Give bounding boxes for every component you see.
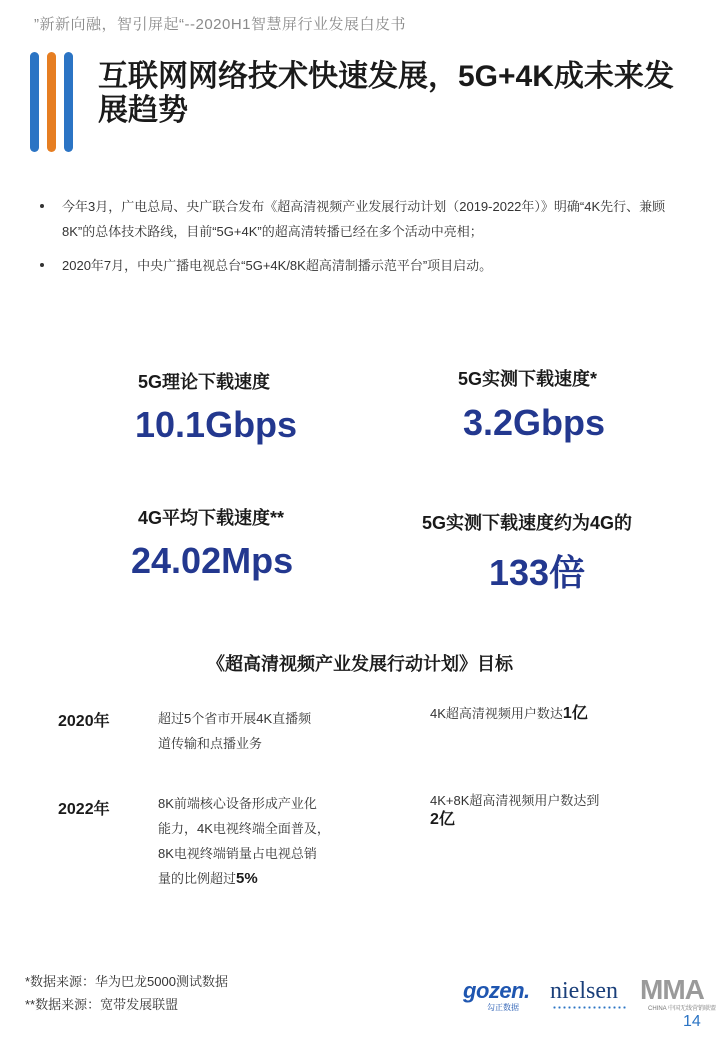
plan-user-bold: 1亿 (562, 705, 588, 722)
bullet-item (40, 194, 676, 244)
plan-user-text: 4K+8K超高清视频用户数达到 (430, 793, 600, 808)
nielsen-logo-dots (552, 1006, 628, 1009)
bullet-item (40, 253, 676, 278)
stat-value-5g-theory: 10.1Gbps (135, 404, 298, 445)
bullet-text: 2020年7月，中央广播电视总台“5G+4K/8K超高清制播示范平台”项目启动。 (62, 258, 493, 273)
stat-label-4g-average: 4G平均下载速度** (138, 508, 285, 528)
plan-user-target-2020 (430, 704, 620, 723)
plan-user-target-2022 (430, 791, 602, 829)
gozen-logo-subtext: 勾正数据 (487, 1003, 519, 1012)
accent-bar-orange (47, 52, 56, 152)
accent-bar-blue-right (64, 52, 73, 152)
title-accent-bars (30, 52, 76, 152)
plan-user-bold: 2亿 (430, 811, 455, 828)
gozen-logo: gozen. (463, 978, 530, 1003)
plan-desc-tail-bold: 5% (236, 870, 258, 887)
mma-logo: MMA (640, 974, 704, 1005)
plan-desc-line: 道传输和点播业务 (158, 736, 263, 751)
page-number: 14 (683, 1013, 701, 1030)
page-title: 互联网网络技术快速发展，5G+4K成未来发展趋势 (98, 60, 674, 127)
plan-desc-tail-text: 量的比例超过 (158, 871, 237, 886)
plan-desc-line: 8K电视终端销量占电视总销 (158, 846, 317, 861)
plan-user-text: 4K超高清视频用户数达 (430, 706, 563, 721)
plan-year-2022: 2022年 (58, 801, 110, 818)
header-tagline: ”新新向融，智引屏起“--2020H1智慧屏行业发展白皮书 (34, 16, 407, 33)
plan-desc-line: 8K前端核心设备形成产业化 (158, 796, 317, 811)
bullet-list (40, 194, 676, 287)
stat-label-5g-measured: 5G实测下载速度* (458, 369, 598, 389)
plan-desc-2020 (158, 706, 358, 756)
stat-label-5g-theory: 5G理论下载速度 (138, 372, 271, 392)
accent-bar-blue-left (30, 52, 39, 152)
plan-year-2020: 2020年 (58, 713, 110, 730)
stat-value-5g-measured: 3.2Gbps (463, 402, 606, 443)
plan-section-title: 《超高清视频产业发展行动计划》目标 (207, 654, 513, 674)
bullet-text: 今年3月，广电总局、央广联合发布《超高清视频产业发展行动计划（2019-2022年）》明确“4K先行、兼顾8K”的总体技术路线，目前“5G+4K”的超高清转播已经在多个活动中亮相； (62, 199, 666, 239)
source-note-broadband: **数据来源：宽带发展联盟 (25, 997, 179, 1012)
plan-desc-line-last (158, 866, 358, 891)
stat-value-5g-vs-4g: 133倍 (489, 552, 586, 593)
bullet-dot (40, 204, 44, 208)
plan-desc-2022 (158, 791, 358, 891)
plan-desc-line: 能力，4K电视终端全面普及， (158, 821, 330, 836)
mma-logo-subtext: CHINA 中国无线营销联盟 (648, 1006, 717, 1012)
nielsen-logo: nielsen (550, 978, 618, 1004)
plan-desc-line: 超过5个省市开展4K直播频 (158, 711, 312, 726)
source-note-huawei: *数据来源：华为巴龙5000测试数据 (25, 974, 228, 989)
stat-label-5g-vs-4g: 5G实测下载速度约为4G的 (422, 513, 633, 533)
stat-value-4g-average: 24.02Mps (131, 540, 294, 581)
bullet-dot (40, 263, 44, 267)
